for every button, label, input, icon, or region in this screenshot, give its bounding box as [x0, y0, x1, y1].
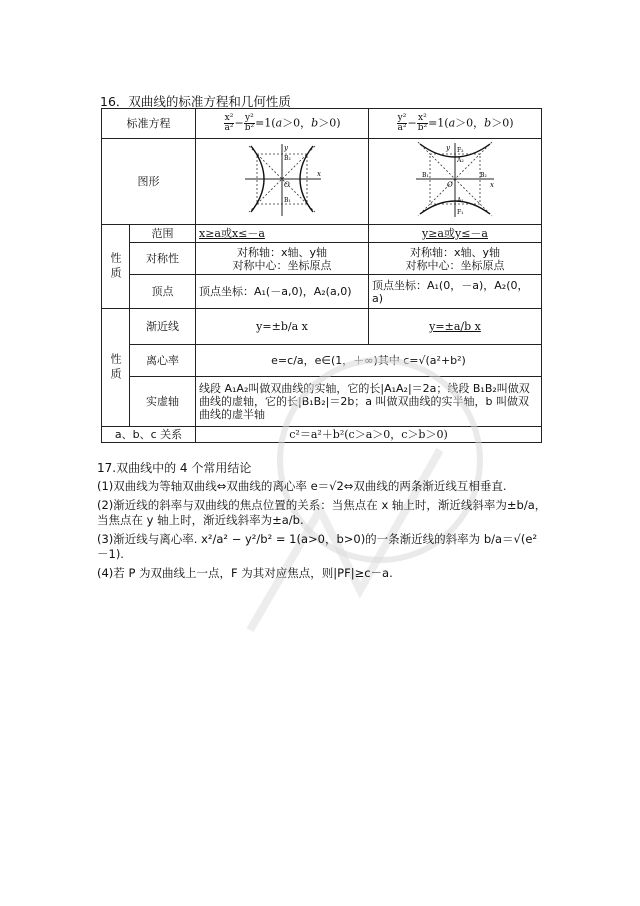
row-graph: [102, 139, 542, 225]
hyperbola-properties-table: [101, 108, 542, 443]
graph2-label-b2: B₂: [480, 172, 487, 179]
graph-label-b2: B₂: [284, 155, 291, 162]
symmetry-x-focus: [196, 243, 369, 275]
graph2-label-b1: B₁: [422, 172, 429, 179]
graph-label-y: y: [284, 144, 288, 152]
symmetry-center-1: 对称中心：坐标原点: [232, 258, 332, 272]
symmetry-axis-1: 对称轴：x轴、y轴: [236, 245, 328, 259]
symmetry-y-focus: [369, 243, 542, 275]
row-symmetry: [102, 243, 542, 275]
asymptote-label: 渐近线: [130, 309, 196, 345]
standard-equation-label: 标准方程: [102, 109, 196, 139]
vertex-x-focus: 顶点坐标：A₁(－a,0)，A₂(a,0): [196, 275, 369, 309]
graph2-label-f2: F₂: [457, 147, 464, 154]
eccentricity-value: e=c/a，e∈(1，＋∞)其中 c=√(a²+b²): [196, 345, 542, 377]
graph-label-origin: O: [284, 181, 290, 189]
group-label-1: 性质: [102, 225, 130, 309]
eccentricity-label: 离心率: [130, 345, 196, 377]
row-vertex: [102, 275, 542, 309]
asymptote-x-focus: y=±b/a x: [196, 309, 369, 345]
graph-y-focus-cell: [369, 139, 542, 225]
range-y-focus: y≥a或y≤－a: [369, 225, 542, 243]
equation-y-focus: $\frac{\text{y²}}{\text{a²}}$ − $\frac{\text{x²}}{\text{b²}}$ =1(a＞0，b＞0): [369, 109, 542, 139]
group-label-2: 性质: [102, 309, 130, 427]
section-17: [97, 461, 547, 585]
conclusion-1: (1)双曲线为等轴双曲线⇔双曲线的离心率 e＝√2⇔双曲线的两条渐近线互相垂直.: [97, 479, 507, 493]
graph-label: 图形: [102, 139, 196, 225]
row-standard-equation: [102, 109, 542, 139]
conclusion-4: (4)若 P 为双曲线上一点，F 为其对应焦点，则|PF|≥c－a.: [97, 566, 393, 580]
graph-x-focus-cell: [196, 139, 369, 225]
row-axes: [102, 377, 542, 427]
symmetry-label: 对称性: [130, 243, 196, 275]
row-abc: [102, 427, 542, 443]
section-16-title: 16．双曲线的标准方程和几何性质: [100, 94, 291, 109]
graph2-label-y: y: [446, 144, 450, 152]
range-label: 范围: [130, 225, 196, 243]
graph2-label-f1: F₁: [457, 209, 464, 216]
axes-description: 线段 A₁A₂叫做双曲线的实轴，它的长|A₁A₂|＝2a；线段 B₁B₂叫做双曲线的虚轴，它的长|B₁B₂|＝2b；a 叫做双曲线的实半轴，b 叫做双曲线的虚半轴: [196, 377, 542, 427]
hyperbola-y-graph: [410, 140, 500, 220]
row-asymptote: [102, 309, 542, 345]
vertex-label: 顶点: [130, 275, 196, 309]
row-eccentricity: [102, 345, 542, 377]
graph2-label-a2: A₂: [457, 157, 464, 164]
equation-x-focus: $\frac{\text{x²}}{\text{a²}}$ − $\frac{\text{y²}}{\text{b²}}$ =1(a＞0，b＞0): [196, 109, 369, 139]
vertex-y-focus: 顶点坐标：A₁(0，－a)，A₂(0，a): [369, 275, 542, 309]
conclusion-3: (3)渐近线与离心率. x²/a² − y²/b² = 1(a>0，b>0)的一条渐近线的斜率为 b/a＝√(e²－1).: [97, 532, 538, 561]
symmetry-axis-2: 对称轴：x轴、y轴: [409, 245, 501, 259]
graph2-label-a1: A₁: [457, 197, 464, 204]
symmetry-center-2: 对称中心：坐标原点: [405, 258, 505, 272]
graph2-label-x: x: [490, 181, 494, 189]
row-range: [102, 225, 542, 243]
graph-label-b1: B₁: [284, 197, 291, 204]
section-17-title: 17.双曲线中的 4 个常用结论: [97, 461, 252, 475]
graph2-label-origin: O: [447, 181, 453, 189]
axes-label: 实虚轴: [130, 377, 196, 427]
abc-label: a、b、c 关系: [102, 427, 196, 443]
asymptote-y-focus: y=±a/b x: [369, 309, 542, 345]
conclusion-2: (2)渐近线的斜率与双曲线的焦点位置的关系：当焦点在 x 轴上时，渐近线斜率为±b/a，当焦点在 y 轴上时，渐近线斜率为±a/b.: [97, 498, 547, 527]
range-x-focus: x≥a或x≤－a: [196, 225, 369, 243]
abc-relation: c²＝a²＋b²(c＞a＞0，c＞b＞0): [196, 427, 542, 443]
hyperbola-x-graph: [237, 140, 327, 220]
graph-label-x: x: [317, 170, 321, 178]
